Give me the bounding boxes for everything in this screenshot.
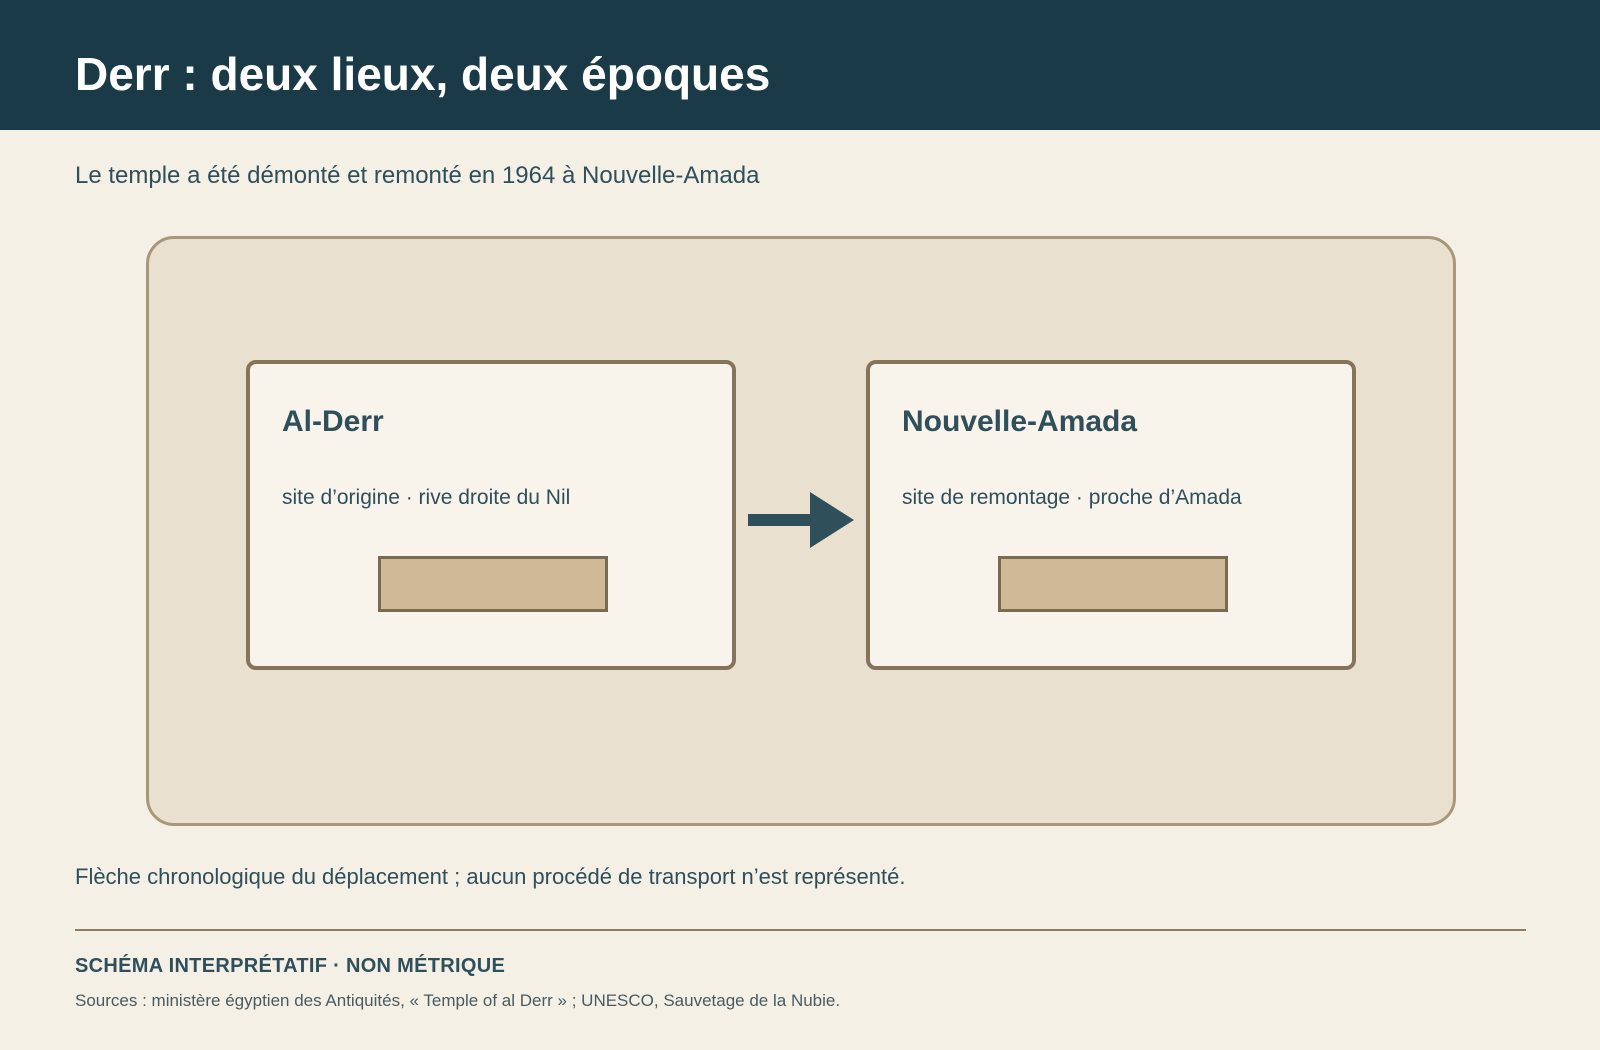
- destination-site-title: Nouvelle-Amada: [902, 405, 1138, 438]
- schema-note: SCHÉMA INTERPRÉTATIF · NON MÉTRIQUE: [75, 955, 506, 977]
- destination-site-description: site de remontage · proche d’Amada: [902, 486, 1242, 509]
- footer-divider: [75, 929, 1526, 931]
- arrow-right-icon: [748, 492, 854, 548]
- page-title: Derr : deux lieux, deux époques: [75, 48, 771, 100]
- origin-site-title: Al-Derr: [282, 405, 384, 438]
- destination-site-card: [866, 360, 1356, 670]
- sources-text: Sources : ministère égyptien des Antiquités, « Temple of al Derr » ; UNESCO, Sauvetage de la Nubie.: [75, 991, 841, 1010]
- origin-site-description: site d’origine · rive droite du Nil: [282, 486, 571, 509]
- destination-temple-block: [998, 556, 1228, 612]
- page-subtitle: Le temple a été démonté et remonté en 1964 à Nouvelle-Amada: [75, 162, 760, 189]
- diagram-caption: Flèche chronologique du déplacement ; aucun procédé de transport n’est représenté.: [75, 864, 906, 889]
- header-bar: [0, 0, 1600, 130]
- origin-temple-block: [378, 556, 608, 612]
- origin-site-card: [246, 360, 736, 670]
